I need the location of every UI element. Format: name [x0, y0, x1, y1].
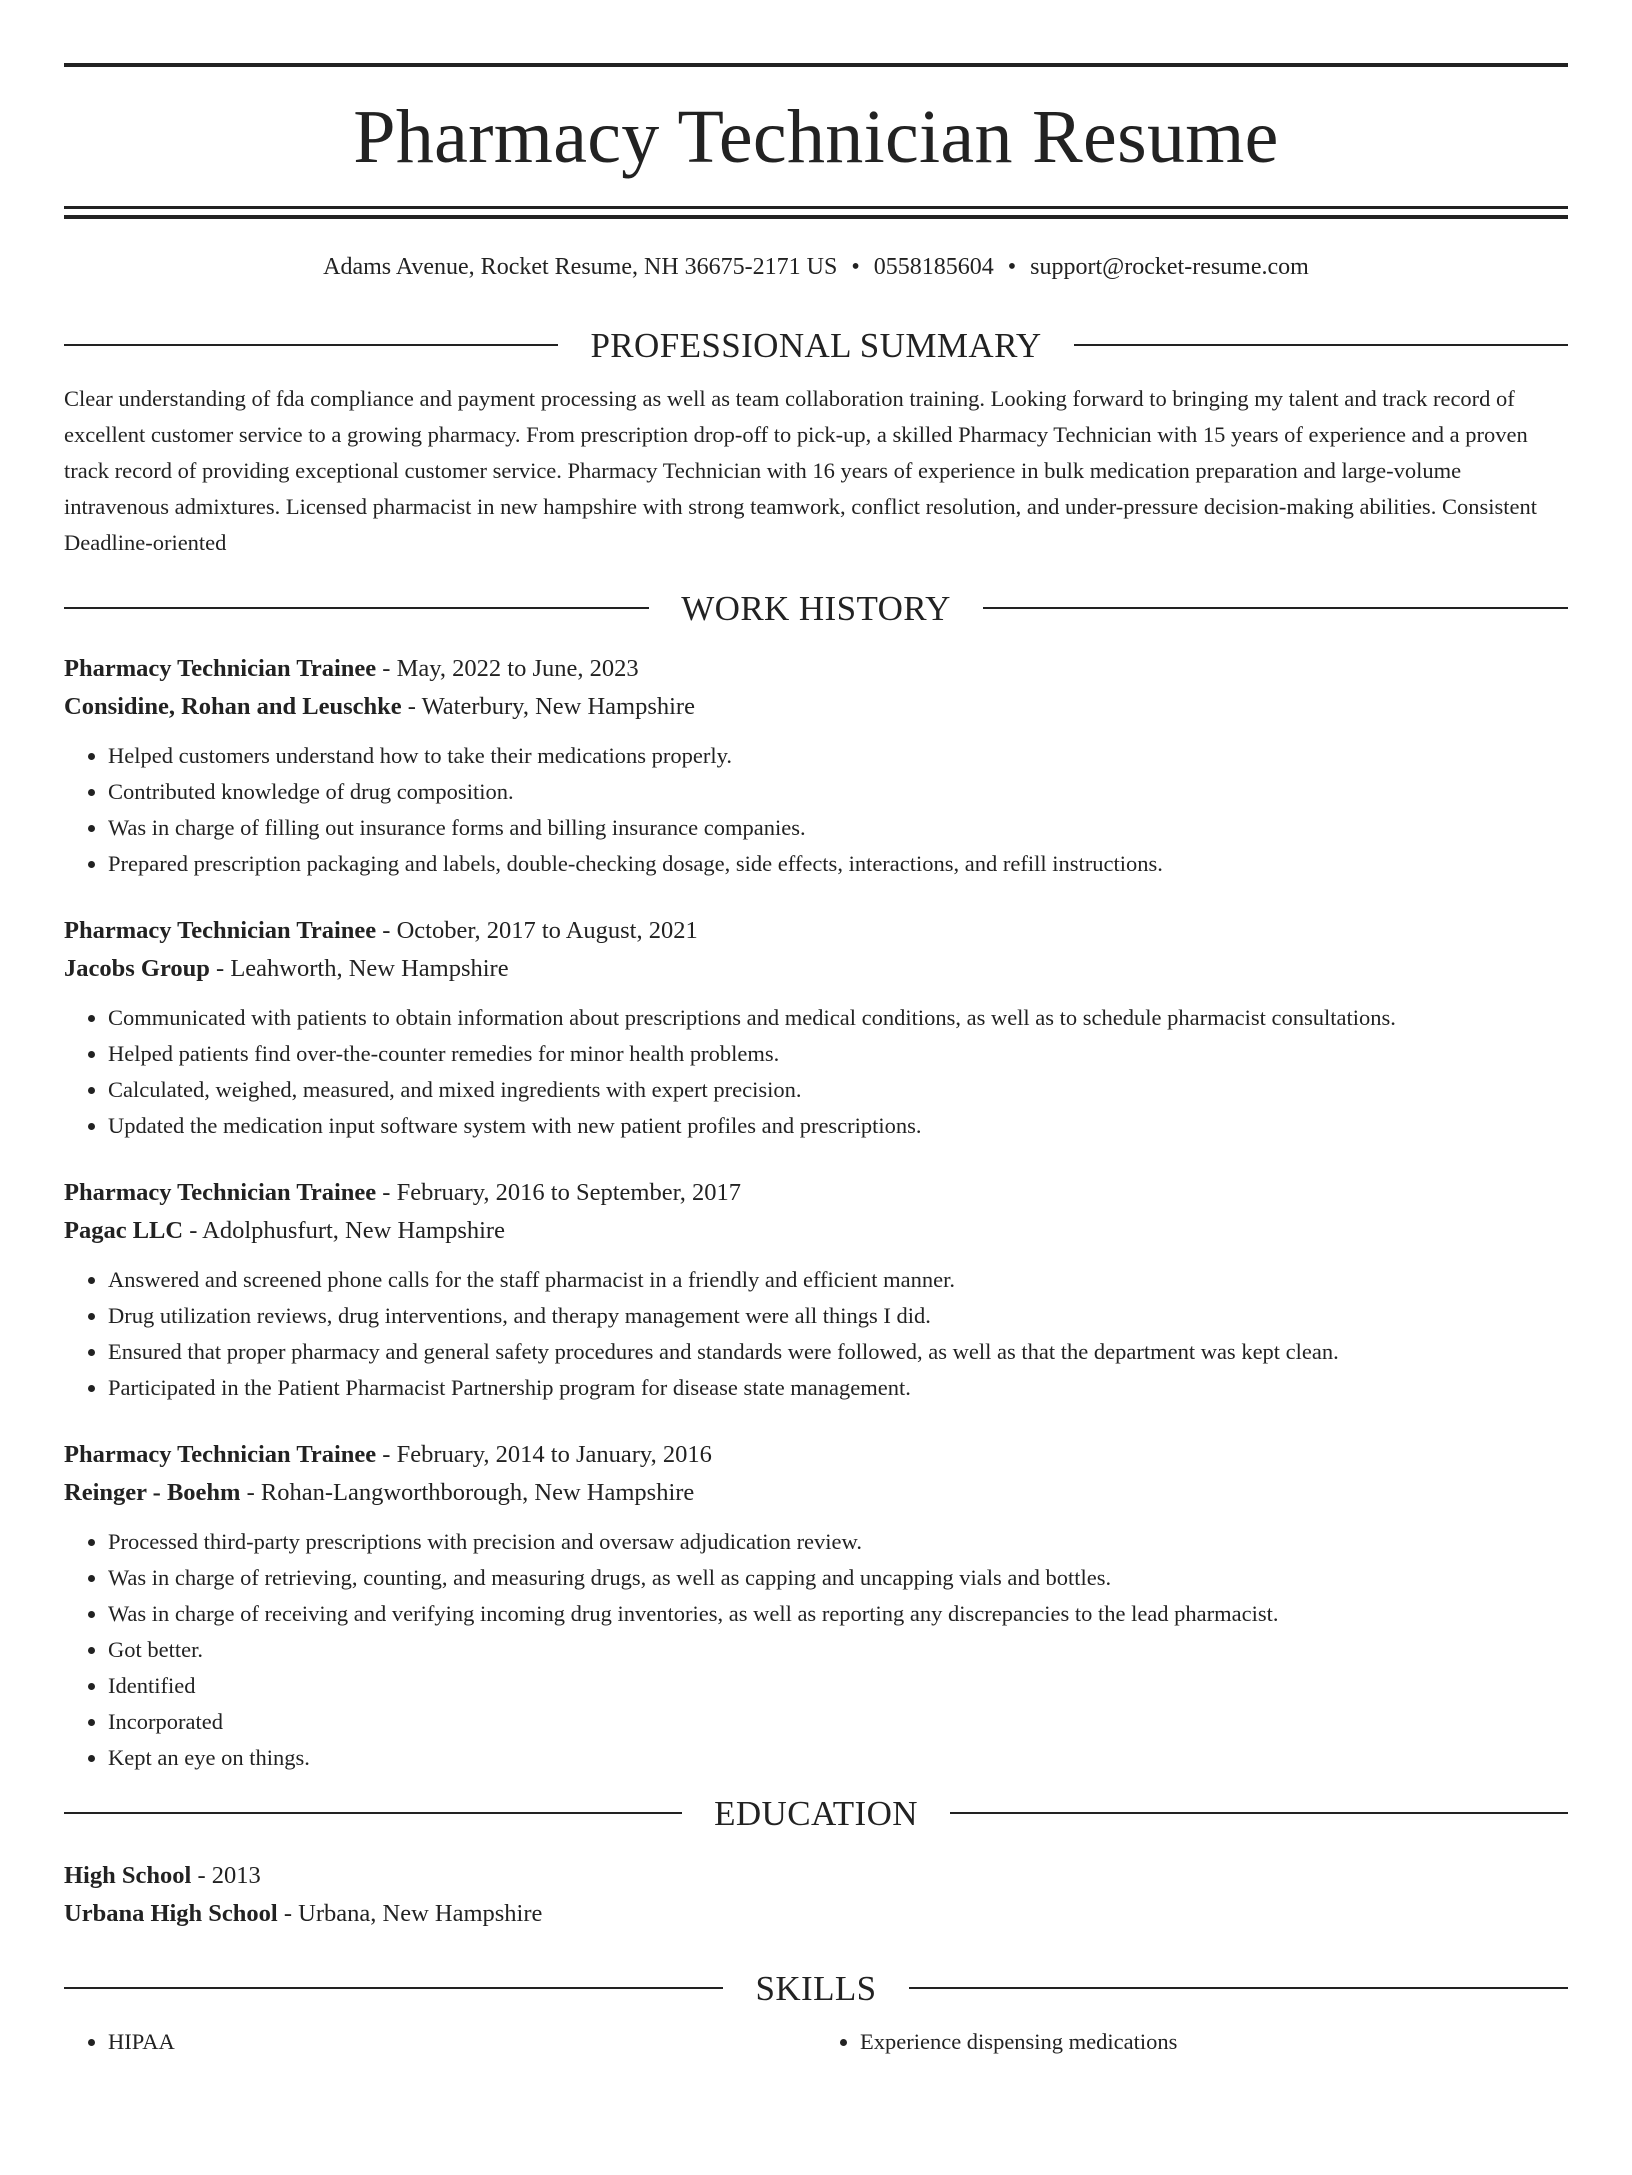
duty-item: • Was in charge of receiving and verifying incoming drug inventories, as well as reporting any discrepancies to the lead pharmacist. — [108, 1596, 1568, 1632]
duty-item: • Got better. — [108, 1632, 1568, 1668]
duty-item: • Helped patients find over-the-counter remedies for minor health problems. — [108, 1036, 1568, 1072]
job-company-line — [64, 1212, 1568, 1250]
education-entry — [64, 1857, 1568, 1933]
duty-item: • Identified — [108, 1668, 1568, 1704]
duty-item: • Was in charge of filling out insurance forms and billing insurance companies. — [108, 810, 1568, 846]
work-heading: WORK HISTORY — [681, 588, 951, 628]
job-title: Pharmacy Technician Trainee — [64, 1178, 377, 1206]
job-company: Jacobs Group — [64, 954, 210, 982]
education-heading: EDUCATION — [714, 1793, 918, 1833]
section-rule-left — [64, 607, 649, 609]
education-degree-line — [64, 1857, 1568, 1895]
job-company: Considine, Rohan and Leuschke — [64, 692, 402, 720]
job-location: - Adolphusfurt, New Hampshire — [183, 1216, 505, 1244]
job-duties-list — [64, 1000, 1568, 1144]
job-title-line — [64, 1174, 1568, 1212]
job-entry — [64, 650, 1568, 882]
skills-list-left — [64, 2024, 816, 2060]
duty-item: • Participated in the Patient Pharmacist Partnership program for disease state management. — [108, 1370, 1568, 1406]
summary-section-header — [64, 325, 1568, 365]
job-location: - Waterbury, New Hampshire — [401, 692, 695, 720]
duty-item: • Prepared prescription packaging and labels, double-checking dosage, side effects, interactions, and refill instructions. — [108, 846, 1568, 882]
duty-item: • Helped customers understand how to take their medications properly. — [108, 738, 1568, 774]
section-rule-right — [950, 1812, 1568, 1814]
skill-item: • HIPAA — [108, 2024, 816, 2060]
section-rule-right — [983, 607, 1568, 609]
section-rule-right — [1074, 344, 1568, 346]
contact-separator: • — [851, 254, 860, 280]
job-title-line — [64, 912, 1568, 950]
skills-section-header — [64, 1968, 1568, 2008]
duty-item: • Incorporated — [108, 1704, 1568, 1740]
education-school-line — [64, 1895, 1568, 1933]
title-divider-upper — [64, 206, 1568, 209]
summary-heading: PROFESSIONAL SUMMARY — [590, 325, 1042, 365]
contact-address: Adams Avenue, Rocket Resume, NH 36675-2171 US — [323, 254, 838, 280]
job-title: Pharmacy Technician Trainee — [64, 654, 377, 682]
contact-email: support@rocket-resume.com — [1030, 254, 1309, 280]
section-rule-left — [64, 1812, 682, 1814]
job-duties-list — [64, 1524, 1568, 1776]
job-location: - Rohan-Langworthborough, New Hampshire — [240, 1478, 695, 1506]
contact-separator: • — [1007, 254, 1017, 280]
summary-text: Clear understanding of fda compliance and payment processing as well as team collaboration training. Looking forward to bringing my talent and track record of excellent customer service to a growing pharmacy. From prescription drop-off to pick-up, a skilled Pharmacy Technician with 15 years of experience and a proven track record of providing exceptional customer service. Pharmacy Technician with 16 years of experience in bulk medication preparation and large-volume intravenous admixtures. Licensed pharmacist in new hampshire with strong teamwork, conflict resolution, and under-pressure decision-making abilities. Consistent Deadline-oriented — [64, 385, 1537, 555]
duty-item: • Updated the medication input software system with new patient profiles and prescriptions. — [108, 1108, 1568, 1144]
section-rule-left — [64, 1987, 723, 1989]
job-location: - Leahworth, New Hampshire — [209, 954, 509, 982]
job-entry — [64, 1436, 1568, 1776]
job-dates: - May, 2022 to June, 2023 — [376, 654, 639, 682]
job-company-line — [64, 1474, 1568, 1512]
duty-item: • Answered and screened phone calls for the staff pharmacist in a friendly and efficient manner. — [108, 1262, 1568, 1298]
resume-page — [0, 63, 1632, 2175]
top-divider — [64, 63, 1568, 67]
duty-item: • Drug utilization reviews, drug interventions, and therapy management were all things I did. — [108, 1298, 1568, 1334]
job-title-line — [64, 650, 1568, 688]
education-location: - Urbana, New Hampshire — [277, 1899, 543, 1927]
job-company-line — [64, 950, 1568, 988]
work-section-header — [64, 588, 1568, 628]
job-title-line — [64, 1436, 1568, 1474]
education-school: Urbana High School — [64, 1899, 278, 1927]
section-rule-right — [909, 1987, 1568, 1989]
job-dates: - February, 2014 to January, 2016 — [376, 1440, 712, 1468]
title-divider-lower — [64, 215, 1568, 219]
job-duties-list — [64, 1262, 1568, 1406]
job-company-line — [64, 688, 1568, 726]
job-title: Pharmacy Technician Trainee — [64, 916, 377, 944]
job-entry — [64, 1174, 1568, 1406]
contact-line — [64, 253, 1568, 282]
job-dates: - February, 2016 to September, 2017 — [376, 1178, 742, 1206]
job-company: Reinger - Boehm — [64, 1478, 241, 1506]
education-year: - 2013 — [191, 1861, 261, 1889]
resume-title: Pharmacy Technician Resume — [353, 95, 1279, 179]
duty-item: • Contributed knowledge of drug composition. — [108, 774, 1568, 810]
skills-list-right — [816, 2024, 1568, 2060]
contact-phone: 0558185604 — [873, 254, 994, 280]
education-section-header — [64, 1793, 1568, 1833]
job-company: Pagac LLC — [64, 1216, 184, 1244]
job-entry — [64, 912, 1568, 1144]
skills-heading: SKILLS — [755, 1968, 877, 2008]
skills-columns — [64, 2024, 1568, 2060]
duty-item: • Ensured that proper pharmacy and general safety procedures and standards were followed, as well as that the department was kept clean. — [108, 1334, 1568, 1370]
skill-item: • Experience dispensing medications — [860, 2024, 1568, 2060]
job-title: Pharmacy Technician Trainee — [64, 1440, 377, 1468]
job-duties-list — [64, 738, 1568, 882]
education-degree: High School — [64, 1861, 192, 1889]
job-dates: - October, 2017 to August, 2021 — [376, 916, 698, 944]
duty-item: • Calculated, weighed, measured, and mixed ingredients with expert precision. — [108, 1072, 1568, 1108]
duty-item: • Communicated with patients to obtain information about prescriptions and medical conditions, as well as to schedule pharmacist consultations. — [108, 1000, 1568, 1036]
duty-item: • Processed third-party prescriptions with precision and oversaw adjudication review. — [108, 1524, 1568, 1560]
section-rule-left — [64, 344, 558, 346]
duty-item: • Kept an eye on things. — [108, 1740, 1568, 1776]
duty-item: • Was in charge of retrieving, counting, and measuring drugs, as well as capping and uncapping vials and bottles. — [108, 1560, 1568, 1596]
